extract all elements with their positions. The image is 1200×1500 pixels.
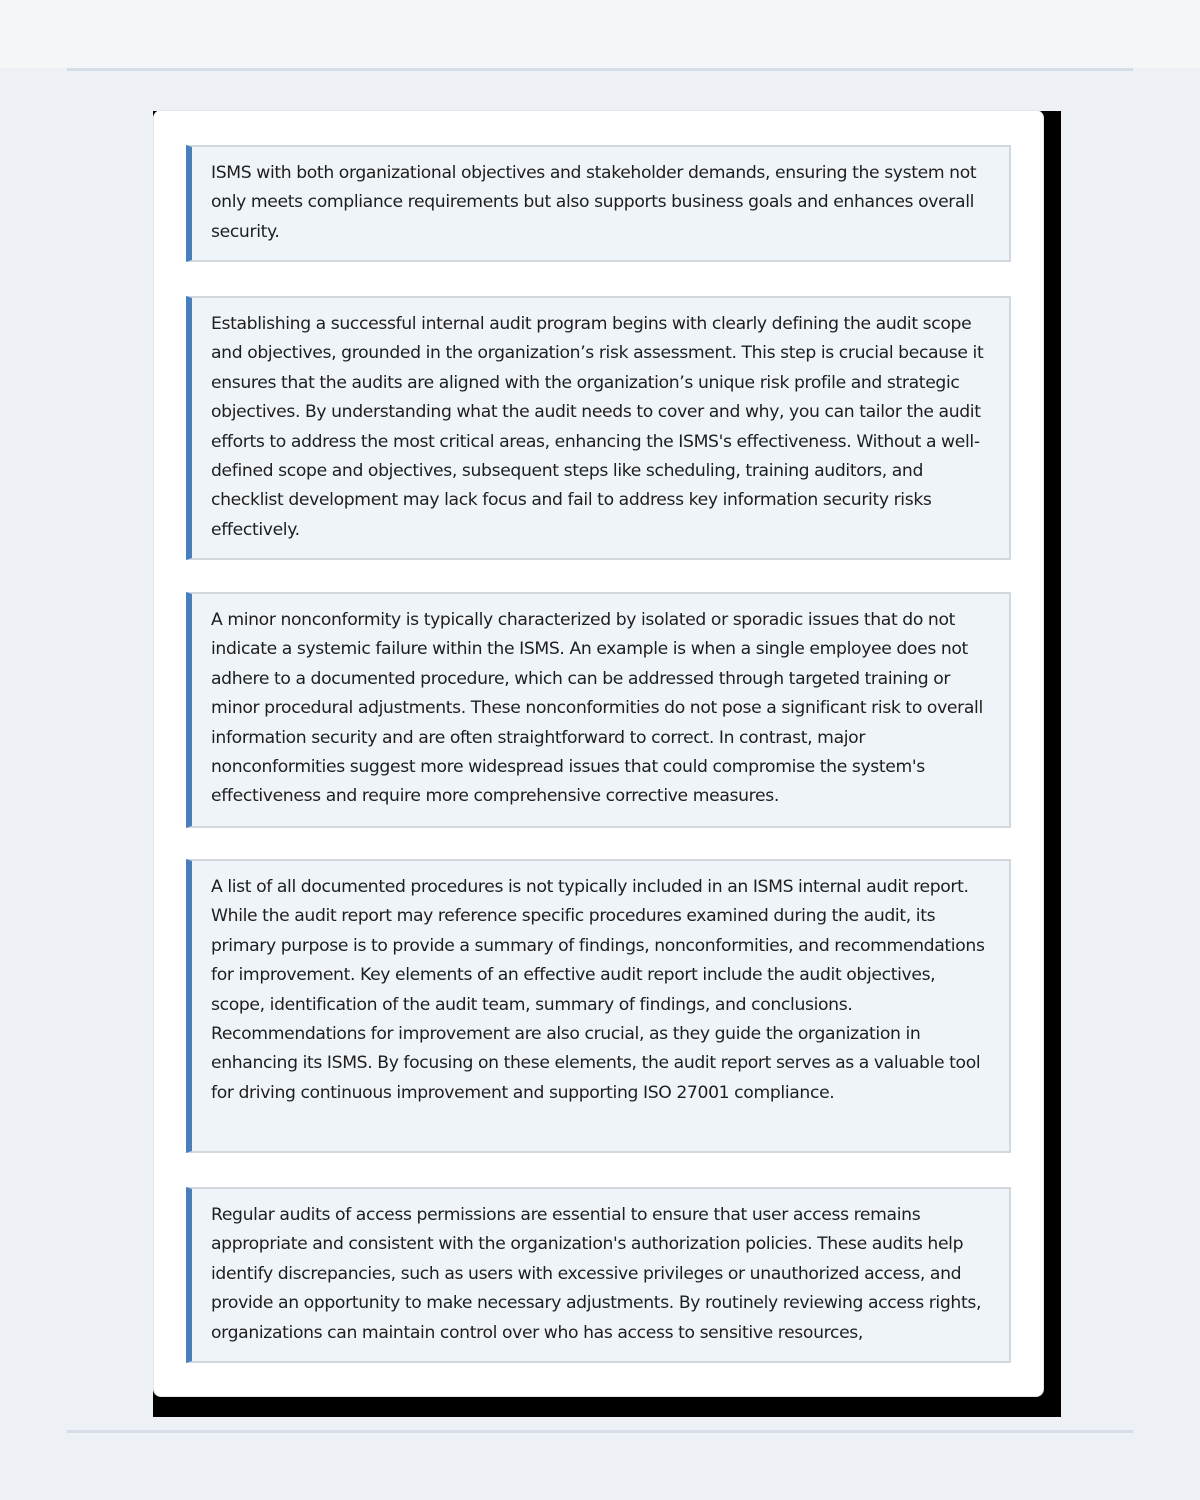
document-page: [153, 110, 1044, 1397]
callout-text: A minor nonconformity is typically characterized by isolated or sporadic issues that do not indicate a systemic failure within the ISMS. An example is when a single employee does not adhere to a documented procedure, which can be addressed through targeted training or minor procedural adjustments. These nonconformities do not pose a significant risk to overall information security and are often straightforward to correct. In contrast, major nonconformities suggest more widespread issues that could compromise the system's effectiveness and require more comprehensive corrective measures.: [211, 610, 983, 807]
top-divider: [67, 68, 1133, 71]
bottom-divider: [67, 1430, 1133, 1433]
callout-text: Establishing a successful internal audit program begins with clearly defining the audit scope and objectives, grounded in the organization’s risk assessment. This step is crucial because it ensures that the audits are aligned with the organization’s unique risk profile and strategic objectives. By understanding what the audit needs to cover and why, you can tailor the audit efforts to address the most critical areas, enhancing the ISMS's effectiveness. Without a well-defined scope and objectives, subsequent steps like scheduling, training auditors, and checklist development may lack focus and fail to address key information security risks effectively.: [211, 314, 984, 540]
callout-text: ISMS with both organizational objectives and stakeholder demands, ensuring the system not only meets compliance requirements but also supports business goals and enhances overall security.: [211, 163, 977, 242]
explanation-callout-1: [186, 145, 1011, 262]
top-toolbar-strip: [0, 0, 1200, 68]
callout-text: Regular audits of access permissions are essential to ensure that user access remains appropriate and consistent with the organization's authorization policies. These audits help identify discrepancies, such as users with excessive privileges or unauthorized access, and provide an opportunity to make necessary adjustments. By routinely reviewing access rights, organizations can maintain control over who has access to sensitive resources,: [211, 1205, 982, 1343]
explanation-callout-3: [186, 592, 1011, 828]
explanation-callout-5: [186, 1187, 1011, 1363]
callout-text: A list of all documented procedures is not typically included in an ISMS internal audit report. While the audit report may reference specific procedures examined during the audit, its primary purpose is to provide a summary of findings, nonconformities, and recommendations for improvement. Key elements of an effective audit report include the audit objectives, scope, identification of the audit team, summary of findings, and conclusions. Recommendations for improvement are also crucial, as they guide the organization in enhancing its ISMS. By focusing on these elements, the audit report serves as a valuable tool for driving continuous improvement and supporting ISO 27001 compliance.: [211, 877, 985, 1103]
explanation-callout-2: [186, 296, 1011, 560]
explanation-callout-4: [186, 859, 1011, 1153]
